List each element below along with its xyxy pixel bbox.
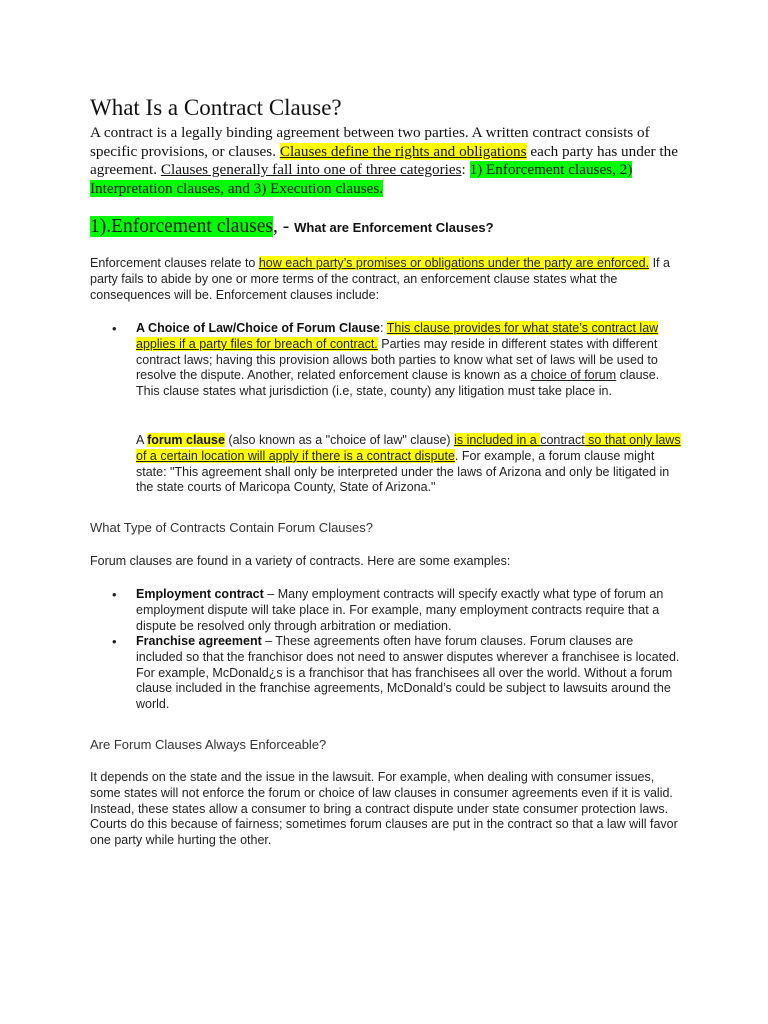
enforceability-paragraph: It depends on the state and the issue in the lawsuit. For example, when dealing with consumer issues, some states will not enforce the forum or choice of law clauses in consumer agreements even if it is valid. Instead, these states allow a consumer to bring a contract dispute under state consumer protection laws. Courts do this because of fairness; sometimes forum clauses are put in the contract so that a law will favor one party while hurting the other. xyxy=(90,770,678,848)
franchise-agreement-label: Franchise agreement xyxy=(136,634,262,648)
choice-of-law-highlight: This clause provides for what state’s contract law applies if a party files for breach of contract. xyxy=(136,321,659,351)
forum-highlight-1: is included in a xyxy=(454,433,541,447)
franchise-agreement-text: – These agreements often have forum clauses. Forum clauses are included so that the franchisor does not need to answer disputes wherever a franchisee is located. For example, McDonald¿s is a franchisor that has franchisees all over the world. Without a forum clause included in the franchise agreements, McDonald’s could be subject to lawsuits around the world. xyxy=(136,634,680,712)
bullet-marker: • xyxy=(112,587,117,602)
choice-of-law-text-2: clause. This clause states what jurisdiction (i.e, state, county) any litigation must take place in. xyxy=(136,368,660,399)
intro-text-5: : xyxy=(461,161,470,178)
subheading-contract-types: What Type of Contracts Contain Forum Clauses? xyxy=(90,520,373,535)
forum-found-paragraph: Forum clauses are found in a variety of contracts. Here are some examples: xyxy=(90,554,511,568)
contract-link[interactable]: contract xyxy=(540,433,585,447)
heading-subtitle: What are Enforcement Clauses? xyxy=(294,220,494,235)
employment-contract-label: Employment contract xyxy=(136,587,264,601)
forum-clause-paragraph xyxy=(136,433,681,496)
heading-enforcement-clauses: 1).Enforcement clauses xyxy=(90,216,274,237)
choice-of-law-colon: : xyxy=(380,321,387,335)
heading-separator: , - xyxy=(273,216,295,237)
intro-underline-categories: Clauses generally fall into one of three categories xyxy=(160,161,462,178)
section-heading-enforcement xyxy=(90,214,494,240)
bullet-franchise-agreement xyxy=(112,634,681,713)
forum-clause-bold: forum clause xyxy=(147,433,225,447)
intro-paragraph xyxy=(90,124,690,198)
intro-highlight-rights: Clauses define the rights and obligations xyxy=(279,142,527,160)
enforcement-highlight: how each party’s promises or obligations under the party are enforced. xyxy=(258,256,650,270)
employment-contract-text: – Many employment contracts will specify exactly what type of forum an employment dispute will take place in. For example, many employment contracts require that a dispute be resolved only through arbitration or mediation. xyxy=(136,587,664,633)
page-title: What Is a Contract Clause? xyxy=(90,95,342,120)
bullet-choice-of-law xyxy=(112,321,681,400)
intro-text-3: each party has under the agreement. xyxy=(90,142,678,178)
intro-text-1: A contract is a legally binding agreement between two parties. A written contract consists of specific provisions, or clauses. xyxy=(90,124,650,160)
forum-text-2: (also known as a "choice of law" clause) xyxy=(224,433,455,447)
choice-of-forum-link[interactable]: choice of forum xyxy=(530,368,617,383)
choice-of-law-text-1: Parties may reside in different states with different contract laws; having this provision allows both parties to know what set of laws will be used to resolve the dispute. Another, related enforcement clause is known as a xyxy=(136,336,658,383)
bullet-marker: • xyxy=(112,634,117,649)
bullet-employment-contract xyxy=(112,587,681,634)
forum-text-3: . For example, a forum clause might state: "This agreement shall only be interpreted under the laws of Arizona and only be litigated in the state courts of Maricopa County, State of Arizona." xyxy=(136,448,670,495)
bullet-marker: • xyxy=(112,321,117,336)
intro-highlight-categories-list: 1) Enforcement clauses, 2) Interpretation clauses, and 3) Execution clauses. xyxy=(90,161,633,197)
forum-text-1: A xyxy=(136,433,148,447)
enforcement-text-1: Enforcement clauses relate to xyxy=(90,256,259,270)
subheading-enforceable: Are Forum Clauses Always Enforceable? xyxy=(90,737,327,752)
enforcement-paragraph xyxy=(90,256,690,303)
forum-highlight-2: so that only laws of a certain location will apply if there is a contract dispute xyxy=(136,433,681,463)
choice-of-law-label: A Choice of Law/Choice of Forum Clause xyxy=(136,321,381,335)
enforcement-text-3: If a party fails to abide by one or more terms of the contract, an enforcement clause states what the consequences will be. Enforcement clauses include: xyxy=(90,256,670,302)
